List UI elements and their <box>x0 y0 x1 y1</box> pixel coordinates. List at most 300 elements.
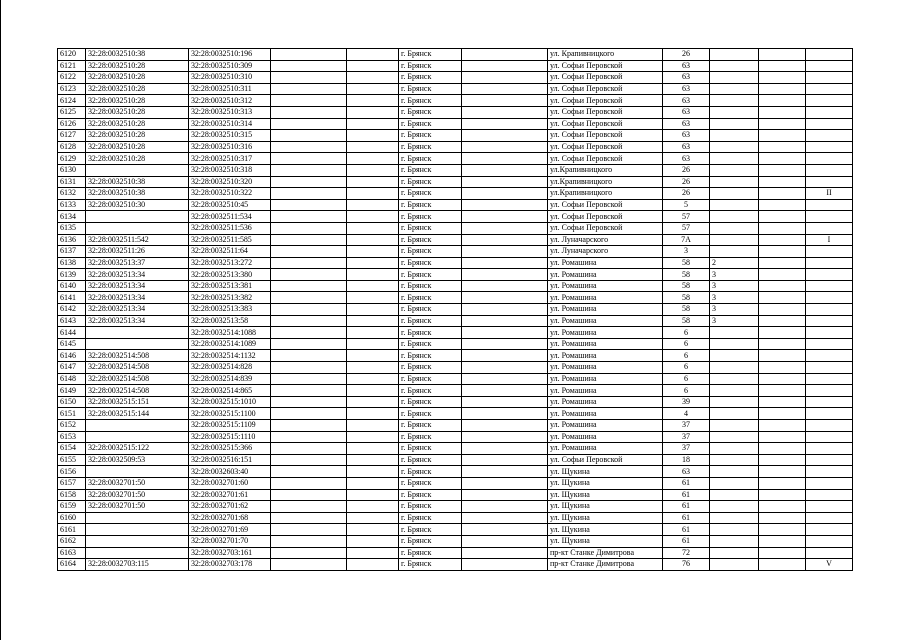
cell-city: г. Брянск <box>399 547 462 559</box>
cell-cadastral-parent: 32:28:0032511:542 <box>86 234 189 246</box>
cell-col-empty-1 <box>271 188 347 200</box>
cell-house-number: 37 <box>663 431 710 443</box>
table-row <box>58 454 853 466</box>
cell-cadastral-parent: 32:28:0032515:151 <box>86 396 189 408</box>
cell-building-number <box>710 362 759 374</box>
cell-marker <box>806 327 853 339</box>
cell-cadastral-parent <box>86 420 189 432</box>
cell-marker: V <box>806 559 853 571</box>
cell-col-empty-4 <box>759 338 806 350</box>
cell-street: ул. Щукина <box>548 466 663 478</box>
table-row <box>58 477 853 489</box>
cell-house-number: 63 <box>663 72 710 84</box>
cell-building-number: 3 <box>710 269 759 281</box>
cell-col-empty-3 <box>462 211 548 223</box>
cell-col-empty-3 <box>462 130 548 142</box>
cell-row-number: 6156 <box>58 466 86 478</box>
cell-col-empty-3 <box>462 501 548 513</box>
cell-col-empty-1 <box>271 489 347 501</box>
cell-col-empty-3 <box>462 199 548 211</box>
cell-street: ул. Софьи Перовской <box>548 118 663 130</box>
table-row <box>58 501 853 513</box>
cell-cadastral-number: 32:28:0032513:58 <box>189 315 271 327</box>
cell-city: г. Брянск <box>399 489 462 501</box>
table-row <box>58 443 853 455</box>
cell-street: ул.Крапивницкого <box>548 176 663 188</box>
cell-marker <box>806 524 853 536</box>
cell-marker: II <box>806 188 853 200</box>
cell-house-number: 61 <box>663 535 710 547</box>
cell-city: г. Брянск <box>399 338 462 350</box>
cell-house-number: 63 <box>663 95 710 107</box>
cell-city: г. Брянск <box>399 269 462 281</box>
cell-cadastral-number: 32:28:0032510:320 <box>189 176 271 188</box>
cell-street: ул. Луначарского <box>548 246 663 258</box>
cell-city: г. Брянск <box>399 315 462 327</box>
cell-col-empty-2 <box>347 188 399 200</box>
cell-marker <box>806 489 853 501</box>
cell-col-empty-3 <box>462 164 548 176</box>
cell-col-empty-2 <box>347 176 399 188</box>
cell-cadastral-number: 32:28:0032703:161 <box>189 547 271 559</box>
cell-house-number: 6 <box>663 338 710 350</box>
cell-city: г. Брянск <box>399 60 462 72</box>
address-registry-table <box>57 48 853 571</box>
cell-city: г. Брянск <box>399 535 462 547</box>
cell-cadastral-parent: 32:28:0032510:28 <box>86 72 189 84</box>
cell-house-number: 61 <box>663 512 710 524</box>
cell-marker <box>806 292 853 304</box>
cell-building-number <box>710 211 759 223</box>
cell-col-empty-3 <box>462 420 548 432</box>
cell-cadastral-number: 32:28:0032515:1110 <box>189 431 271 443</box>
cell-col-empty-1 <box>271 83 347 95</box>
cell-col-empty-3 <box>462 338 548 350</box>
cell-city: г. Брянск <box>399 130 462 142</box>
cell-col-empty-3 <box>462 257 548 269</box>
cell-building-number <box>710 350 759 362</box>
cell-street: ул. Ромашина <box>548 315 663 327</box>
cell-col-empty-4 <box>759 535 806 547</box>
cell-marker <box>806 222 853 234</box>
cell-city: г. Брянск <box>399 246 462 258</box>
cell-col-empty-1 <box>271 304 347 316</box>
cell-house-number: 6 <box>663 362 710 374</box>
table-row <box>58 141 853 153</box>
table-row <box>58 222 853 234</box>
cell-col-empty-2 <box>347 408 399 420</box>
cell-house-number: 63 <box>663 153 710 165</box>
cell-house-number: 58 <box>663 304 710 316</box>
cell-city: г. Брянск <box>399 141 462 153</box>
cell-col-empty-3 <box>462 373 548 385</box>
cell-col-empty-3 <box>462 60 548 72</box>
cell-row-number: 6148 <box>58 373 86 385</box>
cell-col-empty-2 <box>347 246 399 258</box>
cell-row-number: 6123 <box>58 83 86 95</box>
cell-house-number: 7А <box>663 234 710 246</box>
cell-row-number: 6155 <box>58 454 86 466</box>
cell-city: г. Брянск <box>399 443 462 455</box>
cell-cadastral-number: 32:28:0032513:272 <box>189 257 271 269</box>
cell-col-empty-4 <box>759 95 806 107</box>
cell-row-number: 6146 <box>58 350 86 362</box>
cell-col-empty-1 <box>271 385 347 397</box>
cell-col-empty-3 <box>462 269 548 281</box>
cell-col-empty-1 <box>271 176 347 188</box>
cell-cadastral-number: 32:28:0032510:318 <box>189 164 271 176</box>
cell-street: ул. Ромашина <box>548 280 663 292</box>
cell-cadastral-number: 32:28:0032701:60 <box>189 477 271 489</box>
cell-col-empty-4 <box>759 72 806 84</box>
cell-street: ул. Ромашина <box>548 385 663 397</box>
cell-col-empty-3 <box>462 304 548 316</box>
cell-marker <box>806 118 853 130</box>
cell-street: ул. Софьи Перовской <box>548 83 663 95</box>
cell-col-empty-4 <box>759 49 806 61</box>
cell-col-empty-4 <box>759 396 806 408</box>
cell-building-number <box>710 431 759 443</box>
cell-col-empty-2 <box>347 118 399 130</box>
cell-col-empty-2 <box>347 257 399 269</box>
cell-col-empty-1 <box>271 315 347 327</box>
cell-marker <box>806 501 853 513</box>
cell-street: ул. Ромашина <box>548 373 663 385</box>
cell-city: г. Брянск <box>399 408 462 420</box>
cell-col-empty-2 <box>347 350 399 362</box>
cell-col-empty-1 <box>271 535 347 547</box>
cell-street: ул. Щукина <box>548 501 663 513</box>
cell-building-number <box>710 327 759 339</box>
cell-building-number <box>710 477 759 489</box>
cell-row-number: 6150 <box>58 396 86 408</box>
cell-col-empty-3 <box>462 327 548 339</box>
cell-row-number: 6132 <box>58 188 86 200</box>
cell-city: г. Брянск <box>399 188 462 200</box>
cell-building-number <box>710 106 759 118</box>
cell-cadastral-parent: 32:28:0032515:144 <box>86 408 189 420</box>
cell-col-empty-4 <box>759 199 806 211</box>
cell-row-number: 6139 <box>58 269 86 281</box>
cell-row-number: 6140 <box>58 280 86 292</box>
cell-house-number: 39 <box>663 396 710 408</box>
cell-row-number: 6130 <box>58 164 86 176</box>
cell-building-number <box>710 547 759 559</box>
cell-cadastral-number: 32:28:0032514:1089 <box>189 338 271 350</box>
cell-building-number <box>710 373 759 385</box>
cell-street: ул. Софьи Перовской <box>548 222 663 234</box>
table-row <box>58 176 853 188</box>
cell-marker <box>806 257 853 269</box>
cell-col-empty-4 <box>759 477 806 489</box>
cell-marker <box>806 420 853 432</box>
cell-building-number <box>710 153 759 165</box>
cell-cadastral-parent: 32:28:0032513:34 <box>86 292 189 304</box>
cell-col-empty-1 <box>271 501 347 513</box>
cell-col-empty-1 <box>271 327 347 339</box>
table-row <box>58 246 853 258</box>
cell-marker <box>806 443 853 455</box>
cell-house-number: 26 <box>663 49 710 61</box>
cell-col-empty-4 <box>759 222 806 234</box>
table-row <box>58 118 853 130</box>
cell-col-empty-3 <box>462 535 548 547</box>
cell-col-empty-3 <box>462 106 548 118</box>
table-row <box>58 106 853 118</box>
table-row <box>58 420 853 432</box>
cell-col-empty-3 <box>462 559 548 571</box>
cell-col-empty-4 <box>759 443 806 455</box>
cell-col-empty-1 <box>271 338 347 350</box>
cell-cadastral-number: 32:28:0032513:380 <box>189 269 271 281</box>
cell-col-empty-4 <box>759 489 806 501</box>
cell-cadastral-parent: 32:28:0032510:28 <box>86 153 189 165</box>
cell-cadastral-number: 32:28:0032510:317 <box>189 153 271 165</box>
cell-building-number <box>710 501 759 513</box>
cell-house-number: 61 <box>663 489 710 501</box>
cell-row-number: 6126 <box>58 118 86 130</box>
cell-cadastral-number: 32:28:0032510:316 <box>189 141 271 153</box>
cell-marker <box>806 280 853 292</box>
cell-house-number: 58 <box>663 315 710 327</box>
cell-col-empty-3 <box>462 454 548 466</box>
cell-street: ул. Ромашина <box>548 443 663 455</box>
cell-col-empty-3 <box>462 95 548 107</box>
cell-col-empty-1 <box>271 269 347 281</box>
cell-col-empty-1 <box>271 420 347 432</box>
cell-house-number: 26 <box>663 188 710 200</box>
cell-building-number <box>710 338 759 350</box>
cell-col-empty-4 <box>759 246 806 258</box>
cell-house-number: 6 <box>663 350 710 362</box>
cell-col-empty-2 <box>347 222 399 234</box>
table-row <box>58 304 853 316</box>
cell-cadastral-parent: 32:28:0032510:28 <box>86 130 189 142</box>
cell-street: ул. Щукина <box>548 535 663 547</box>
cell-cadastral-number: 32:28:0032515:366 <box>189 443 271 455</box>
cell-street: ул. Ромашина <box>548 396 663 408</box>
cell-street: пр-кт Станке Димитрова <box>548 559 663 571</box>
cell-building-number <box>710 512 759 524</box>
cell-house-number: 37 <box>663 420 710 432</box>
cell-row-number: 6153 <box>58 431 86 443</box>
cell-col-empty-1 <box>271 559 347 571</box>
cell-col-empty-1 <box>271 373 347 385</box>
cell-cadastral-parent: 32:28:0032513:34 <box>86 269 189 281</box>
cell-city: г. Брянск <box>399 211 462 223</box>
cell-col-empty-3 <box>462 246 548 258</box>
cell-col-empty-1 <box>271 60 347 72</box>
table-row <box>58 362 853 374</box>
cell-cadastral-parent <box>86 222 189 234</box>
cell-row-number: 6145 <box>58 338 86 350</box>
cell-col-empty-1 <box>271 95 347 107</box>
cell-col-empty-4 <box>759 315 806 327</box>
cell-col-empty-3 <box>462 350 548 362</box>
cell-row-number: 6125 <box>58 106 86 118</box>
cell-col-empty-3 <box>462 512 548 524</box>
cell-cadastral-number: 32:28:0032514:865 <box>189 385 271 397</box>
cell-building-number: 2 <box>710 257 759 269</box>
cell-cadastral-parent: 32:28:0032513:37 <box>86 257 189 269</box>
table-row <box>58 315 853 327</box>
cell-city: г. Брянск <box>399 164 462 176</box>
cell-col-empty-4 <box>759 130 806 142</box>
cell-building-number <box>710 83 759 95</box>
cell-col-empty-4 <box>759 188 806 200</box>
cell-cadastral-number: 32:28:0032514:1132 <box>189 350 271 362</box>
cell-city: г. Брянск <box>399 501 462 513</box>
cell-marker <box>806 130 853 142</box>
cell-marker <box>806 176 853 188</box>
cell-cadastral-parent <box>86 431 189 443</box>
cell-row-number: 6128 <box>58 141 86 153</box>
cell-col-empty-2 <box>347 130 399 142</box>
cell-marker <box>806 350 853 362</box>
table-row <box>58 431 853 443</box>
cell-row-number: 6127 <box>58 130 86 142</box>
cell-col-empty-1 <box>271 153 347 165</box>
cell-cadastral-parent: 32:28:0032509:53 <box>86 454 189 466</box>
cell-city: г. Брянск <box>399 106 462 118</box>
table-row <box>58 338 853 350</box>
cell-col-empty-2 <box>347 141 399 153</box>
cell-col-empty-1 <box>271 396 347 408</box>
cell-cadastral-number: 32:28:0032510:311 <box>189 83 271 95</box>
cell-row-number: 6151 <box>58 408 86 420</box>
cell-col-empty-4 <box>759 269 806 281</box>
cell-col-empty-3 <box>462 176 548 188</box>
cell-cadastral-number: 32:28:0032701:62 <box>189 501 271 513</box>
cell-building-number <box>710 385 759 397</box>
cell-cadastral-parent: 32:28:0032510:28 <box>86 118 189 130</box>
cell-street: ул. Софьи Перовской <box>548 130 663 142</box>
cell-cadastral-parent <box>86 547 189 559</box>
cell-col-empty-3 <box>462 153 548 165</box>
cell-cadastral-parent: 32:28:0032510:28 <box>86 83 189 95</box>
cell-street: ул. Ромашина <box>548 362 663 374</box>
cell-building-number <box>710 420 759 432</box>
cell-building-number <box>710 443 759 455</box>
cell-col-empty-3 <box>462 141 548 153</box>
cell-col-empty-4 <box>759 431 806 443</box>
cell-marker <box>806 362 853 374</box>
cell-building-number <box>710 118 759 130</box>
cell-building-number <box>710 246 759 258</box>
cell-house-number: 58 <box>663 257 710 269</box>
cell-row-number: 6133 <box>58 199 86 211</box>
table-row <box>58 466 853 478</box>
cell-cadastral-number: 32:28:0032510:314 <box>189 118 271 130</box>
cell-street: ул. Ромашина <box>548 304 663 316</box>
cell-col-empty-2 <box>347 524 399 536</box>
cell-cadastral-parent <box>86 524 189 536</box>
cell-building-number <box>710 222 759 234</box>
cell-col-empty-1 <box>271 350 347 362</box>
cell-marker <box>806 535 853 547</box>
cell-house-number: 5 <box>663 199 710 211</box>
cell-col-empty-2 <box>347 443 399 455</box>
cell-city: г. Брянск <box>399 199 462 211</box>
cell-row-number: 6163 <box>58 547 86 559</box>
cell-marker <box>806 547 853 559</box>
cell-building-number <box>710 408 759 420</box>
cell-city: г. Брянск <box>399 304 462 316</box>
cell-col-empty-1 <box>271 222 347 234</box>
cell-cadastral-parent: 32:28:0032510:28 <box>86 60 189 72</box>
cell-cadastral-parent: 32:28:0032510:28 <box>86 95 189 107</box>
cell-cadastral-parent: 32:28:0032514:508 <box>86 373 189 385</box>
cell-col-empty-3 <box>462 385 548 397</box>
cell-cadastral-number: 32:28:0032510:196 <box>189 49 271 61</box>
cell-col-empty-1 <box>271 72 347 84</box>
cell-col-empty-2 <box>347 466 399 478</box>
cell-cadastral-parent: 32:28:0032514:508 <box>86 385 189 397</box>
cell-col-empty-4 <box>759 547 806 559</box>
cell-house-number: 61 <box>663 477 710 489</box>
cell-house-number: 57 <box>663 211 710 223</box>
table-row <box>58 489 853 501</box>
cell-col-empty-3 <box>462 222 548 234</box>
cell-col-empty-3 <box>462 547 548 559</box>
cell-street: ул. Ромашина <box>548 327 663 339</box>
cell-row-number: 6134 <box>58 211 86 223</box>
cell-cadastral-parent: 32:28:0032701:50 <box>86 477 189 489</box>
cell-building-number <box>710 466 759 478</box>
cell-house-number: 26 <box>663 164 710 176</box>
cell-col-empty-2 <box>347 164 399 176</box>
cell-col-empty-2 <box>347 535 399 547</box>
cell-col-empty-4 <box>759 362 806 374</box>
cell-cadastral-number: 32:28:0032510:310 <box>189 72 271 84</box>
cell-row-number: 6121 <box>58 60 86 72</box>
cell-col-empty-2 <box>347 292 399 304</box>
cell-col-empty-1 <box>271 246 347 258</box>
cell-col-empty-1 <box>271 49 347 61</box>
cell-col-empty-1 <box>271 130 347 142</box>
table-row <box>58 95 853 107</box>
table-row <box>58 559 853 571</box>
cell-city: г. Брянск <box>399 257 462 269</box>
cell-house-number: 58 <box>663 269 710 281</box>
cell-col-empty-1 <box>271 524 347 536</box>
cell-col-empty-3 <box>462 466 548 478</box>
cell-cadastral-number: 32:28:0032511:585 <box>189 234 271 246</box>
cell-col-empty-4 <box>759 176 806 188</box>
cell-marker <box>806 83 853 95</box>
cell-col-empty-4 <box>759 420 806 432</box>
cell-cadastral-number: 32:28:0032701:61 <box>189 489 271 501</box>
cell-col-empty-2 <box>347 153 399 165</box>
cell-col-empty-4 <box>759 304 806 316</box>
cell-row-number: 6137 <box>58 246 86 258</box>
cell-col-empty-4 <box>759 454 806 466</box>
table-body <box>58 49 853 571</box>
cell-house-number: 58 <box>663 280 710 292</box>
cell-city: г. Брянск <box>399 327 462 339</box>
cell-house-number: 26 <box>663 176 710 188</box>
cell-building-number <box>710 199 759 211</box>
page-left-edge-line <box>0 0 1 640</box>
cell-row-number: 6131 <box>58 176 86 188</box>
cell-building-number <box>710 188 759 200</box>
cell-marker <box>806 49 853 61</box>
cell-city: г. Брянск <box>399 512 462 524</box>
cell-marker <box>806 338 853 350</box>
cell-cadastral-number: 32:28:0032511:64 <box>189 246 271 258</box>
cell-building-number: 3 <box>710 280 759 292</box>
cell-row-number: 6142 <box>58 304 86 316</box>
